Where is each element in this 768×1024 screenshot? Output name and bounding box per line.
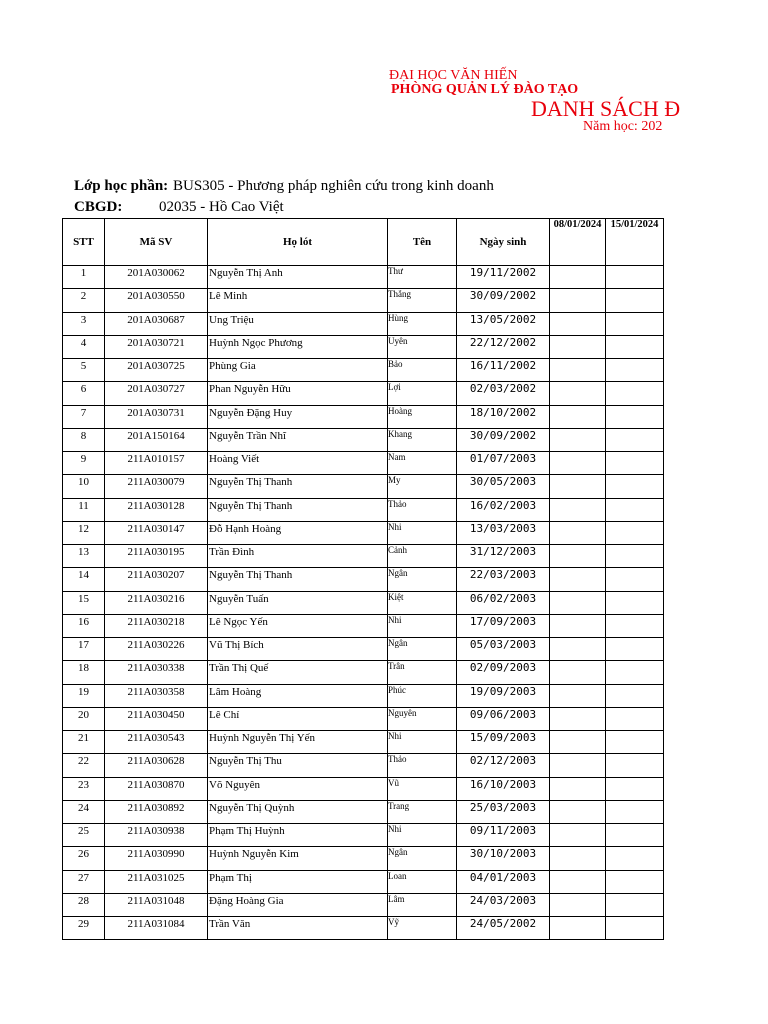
student-id: 211A030892	[105, 800, 208, 823]
university-name: ĐẠI HỌC VĂN HIẾN	[389, 68, 518, 83]
first-name: Loan	[388, 870, 457, 893]
student-id: 211A030226	[105, 638, 208, 661]
birth-date: 09/06/2003	[457, 707, 550, 730]
table-row	[63, 405, 664, 428]
birth-date: 13/03/2003	[457, 521, 550, 544]
attendance-cell-2[interactable]	[606, 312, 664, 335]
attendance-cell-1[interactable]	[550, 824, 606, 847]
attendance-cell-2[interactable]	[606, 707, 664, 730]
last-middle-name: Đặng Hoàng Gia	[208, 893, 388, 916]
attendance-cell-2[interactable]	[606, 638, 664, 661]
student-id: 201A030687	[105, 312, 208, 335]
last-middle-name: Huỳnh Ngọc Phương	[208, 335, 388, 358]
last-middle-name: Nguyễn Đặng Huy	[208, 405, 388, 428]
row-number: 21	[63, 731, 105, 754]
row-number: 1	[63, 266, 105, 289]
attendance-cell-1[interactable]	[550, 312, 606, 335]
first-name: Trang	[388, 800, 457, 823]
table-row	[63, 475, 664, 498]
first-name: Nhi	[388, 731, 457, 754]
attendance-cell-2[interactable]	[606, 266, 664, 289]
course-value: BUS305 - Phương pháp nghiên cứu trong kinh doanh	[173, 178, 494, 194]
first-name: Cảnh	[388, 545, 457, 568]
attendance-cell-2[interactable]	[606, 359, 664, 382]
row-number: 28	[63, 893, 105, 916]
last-middle-name: Đỗ Hạnh Hoàng	[208, 521, 388, 544]
last-middle-name: Nguyễn Tuấn	[208, 591, 388, 614]
last-middle-name: Lê Minh	[208, 289, 388, 312]
attendance-cell-1[interactable]	[550, 545, 606, 568]
attendance-cell-1[interactable]	[550, 917, 606, 940]
attendance-cell-2[interactable]	[606, 428, 664, 451]
first-name: Hoàng	[388, 405, 457, 428]
attendance-cell-1[interactable]	[550, 428, 606, 451]
row-number: 27	[63, 870, 105, 893]
last-middle-name: Nguyễn Thị Thanh	[208, 568, 388, 591]
header-last-middle-name: Họ lót	[208, 219, 388, 266]
birth-date: 30/10/2003	[457, 847, 550, 870]
birth-date: 18/10/2002	[457, 405, 550, 428]
table-row	[63, 754, 664, 777]
first-name: Trân	[388, 661, 457, 684]
first-name: Ngân	[388, 638, 457, 661]
student-id: 211A030938	[105, 824, 208, 847]
row-number: 11	[63, 498, 105, 521]
student-id: 201A030727	[105, 382, 208, 405]
first-name: Lâm	[388, 893, 457, 916]
attendance-cell-1[interactable]	[550, 870, 606, 893]
attendance-cell-2[interactable]	[606, 614, 664, 637]
row-number: 5	[63, 359, 105, 382]
attendance-cell-2[interactable]	[606, 405, 664, 428]
row-number: 13	[63, 545, 105, 568]
student-id: 211A030990	[105, 847, 208, 870]
birth-date: 31/12/2003	[457, 545, 550, 568]
first-name: Vũ	[388, 777, 457, 800]
table-row	[63, 800, 664, 823]
row-number: 26	[63, 847, 105, 870]
last-middle-name: Trần Văn	[208, 917, 388, 940]
student-id: 201A030721	[105, 335, 208, 358]
last-middle-name: Nguyễn Thị Anh	[208, 266, 388, 289]
last-middle-name: Võ Nguyên	[208, 777, 388, 800]
table-row	[63, 382, 664, 405]
row-number: 15	[63, 591, 105, 614]
last-middle-name: Lê Ngọc Yến	[208, 614, 388, 637]
birth-date: 05/03/2003	[457, 638, 550, 661]
document-title: DANH SÁCH Đ	[531, 96, 681, 121]
last-middle-name: Phùng Gia	[208, 359, 388, 382]
student-id: 211A030628	[105, 754, 208, 777]
first-name: Bảo	[388, 359, 457, 382]
row-number: 16	[63, 614, 105, 637]
last-middle-name: Huỳnh Nguyễn Kim	[208, 847, 388, 870]
first-name: Uyên	[388, 335, 457, 358]
row-number: 9	[63, 452, 105, 475]
student-id: 211A030450	[105, 707, 208, 730]
last-middle-name: Ung Triệu	[208, 312, 388, 335]
attendance-cell-1[interactable]	[550, 521, 606, 544]
last-middle-name: Hoàng Viết	[208, 452, 388, 475]
table-row	[63, 893, 664, 916]
student-roster-table	[62, 218, 664, 940]
student-id: 211A030079	[105, 475, 208, 498]
student-id: 211A031084	[105, 917, 208, 940]
student-id: 201A030550	[105, 289, 208, 312]
student-id: 211A030147	[105, 521, 208, 544]
table-row	[63, 359, 664, 382]
table-row	[63, 545, 664, 568]
attendance-cell-1[interactable]	[550, 266, 606, 289]
last-middle-name: Phạm Thị Huỳnh	[208, 824, 388, 847]
attendance-cell-2[interactable]	[606, 731, 664, 754]
header-session-date-1: 08/01/2024	[550, 219, 606, 266]
attendance-cell-1[interactable]	[550, 707, 606, 730]
attendance-cell-2[interactable]	[606, 824, 664, 847]
row-number: 8	[63, 428, 105, 451]
table-row	[63, 917, 664, 940]
birth-date: 15/09/2003	[457, 731, 550, 754]
birth-date: 09/11/2003	[457, 824, 550, 847]
row-number: 7	[63, 405, 105, 428]
table-row	[63, 591, 664, 614]
table-row	[63, 452, 664, 475]
attendance-cell-2[interactable]	[606, 754, 664, 777]
first-name: Kiệt	[388, 591, 457, 614]
birth-date: 13/05/2002	[457, 312, 550, 335]
row-number: 25	[63, 824, 105, 847]
birth-date: 02/12/2003	[457, 754, 550, 777]
attendance-cell-1[interactable]	[550, 382, 606, 405]
first-name: Nam	[388, 452, 457, 475]
table-row	[63, 289, 664, 312]
attendance-cell-1[interactable]	[550, 335, 606, 358]
attendance-cell-1[interactable]	[550, 893, 606, 916]
student-id: 211A030870	[105, 777, 208, 800]
student-id: 211A030207	[105, 568, 208, 591]
course-label: Lớp học phần:	[74, 178, 169, 194]
table-row	[63, 498, 664, 521]
row-number: 19	[63, 684, 105, 707]
birth-date: 30/09/2002	[457, 428, 550, 451]
attendance-cell-2[interactable]	[606, 684, 664, 707]
attendance-cell-1[interactable]	[550, 359, 606, 382]
row-number: 12	[63, 521, 105, 544]
attendance-cell-1[interactable]	[550, 777, 606, 800]
attendance-cell-2[interactable]	[606, 452, 664, 475]
row-number: 6	[63, 382, 105, 405]
attendance-cell-2[interactable]	[606, 661, 664, 684]
first-name: Nhi	[388, 521, 457, 544]
birth-date: 30/09/2002	[457, 289, 550, 312]
row-number: 24	[63, 800, 105, 823]
attendance-cell-2[interactable]	[606, 475, 664, 498]
student-id: 211A030543	[105, 731, 208, 754]
last-middle-name: Nguyễn Trần Nhĩ	[208, 428, 388, 451]
attendance-cell-1[interactable]	[550, 452, 606, 475]
attendance-cell-1[interactable]	[550, 289, 606, 312]
birth-date: 16/02/2003	[457, 498, 550, 521]
table-row	[63, 312, 664, 335]
table-header-row	[63, 219, 664, 266]
attendance-cell-1[interactable]	[550, 498, 606, 521]
header-stt: STT	[63, 219, 105, 266]
row-number: 2	[63, 289, 105, 312]
student-id: 211A031025	[105, 870, 208, 893]
last-middle-name: Nguyễn Thị Thanh	[208, 498, 388, 521]
row-number: 17	[63, 638, 105, 661]
attendance-cell-2[interactable]	[606, 917, 664, 940]
teacher-info	[74, 199, 284, 216]
birth-date: 02/09/2003	[457, 661, 550, 684]
student-id: 201A030731	[105, 405, 208, 428]
table-row	[63, 335, 664, 358]
student-id: 211A030358	[105, 684, 208, 707]
birth-date: 25/03/2003	[457, 800, 550, 823]
student-id: 211A030216	[105, 591, 208, 614]
birth-date: 19/09/2003	[457, 684, 550, 707]
first-name: Ngân	[388, 568, 457, 591]
attendance-cell-1[interactable]	[550, 568, 606, 591]
header-student-id: Mã SV	[105, 219, 208, 266]
birth-date: 02/03/2002	[457, 382, 550, 405]
last-middle-name: Phan Nguyễn Hữu	[208, 382, 388, 405]
table-row	[63, 684, 664, 707]
first-name: Ngân	[388, 847, 457, 870]
first-name: Thảo	[388, 498, 457, 521]
attendance-cell-2[interactable]	[606, 568, 664, 591]
school-year: Năm học: 202	[583, 119, 663, 134]
birth-date: 24/05/2002	[457, 917, 550, 940]
student-id: 201A150164	[105, 428, 208, 451]
birth-date: 24/03/2003	[457, 893, 550, 916]
birth-date: 17/09/2003	[457, 614, 550, 637]
first-name: Hùng	[388, 312, 457, 335]
student-id: 211A030218	[105, 614, 208, 637]
attendance-cell-2[interactable]	[606, 800, 664, 823]
row-number: 4	[63, 335, 105, 358]
row-number: 18	[63, 661, 105, 684]
attendance-cell-1[interactable]	[550, 475, 606, 498]
student-id: 211A031048	[105, 893, 208, 916]
birth-date: 22/12/2002	[457, 335, 550, 358]
table-row	[63, 521, 664, 544]
last-middle-name: Nguyễn Thị Quỳnh	[208, 800, 388, 823]
course-info	[74, 178, 494, 195]
row-number: 10	[63, 475, 105, 498]
table-row	[63, 266, 664, 289]
attendance-cell-2[interactable]	[606, 335, 664, 358]
teacher-label: CBGD:	[74, 199, 123, 215]
last-middle-name: Lâm Hoàng	[208, 684, 388, 707]
attendance-cell-1[interactable]	[550, 661, 606, 684]
row-number: 20	[63, 707, 105, 730]
department-name: PHÒNG QUẢN LÝ ĐÀO TẠO	[391, 82, 579, 97]
first-name: Lợi	[388, 382, 457, 405]
table-row	[63, 731, 664, 754]
teacher-value: 02035 - Hồ Cao Việt	[159, 199, 284, 215]
table-row	[63, 568, 664, 591]
last-middle-name: Trần Thị Quế	[208, 661, 388, 684]
birth-date: 01/07/2003	[457, 452, 550, 475]
table-row	[63, 428, 664, 451]
table-row	[63, 824, 664, 847]
last-middle-name: Trần Đình	[208, 545, 388, 568]
row-number: 22	[63, 754, 105, 777]
table-row	[63, 870, 664, 893]
attendance-cell-2[interactable]	[606, 289, 664, 312]
attendance-cell-2[interactable]	[606, 521, 664, 544]
birth-date: 19/11/2002	[457, 266, 550, 289]
attendance-cell-2[interactable]	[606, 847, 664, 870]
first-name: Nhi	[388, 824, 457, 847]
table-row	[63, 777, 664, 800]
row-number: 23	[63, 777, 105, 800]
attendance-cell-1[interactable]	[550, 754, 606, 777]
first-name: Thư	[388, 266, 457, 289]
first-name: My	[388, 475, 457, 498]
attendance-cell-1[interactable]	[550, 800, 606, 823]
row-number: 29	[63, 917, 105, 940]
birth-date: 30/05/2003	[457, 475, 550, 498]
table-row	[63, 847, 664, 870]
student-id: 211A010157	[105, 452, 208, 475]
birth-date: 16/11/2002	[457, 359, 550, 382]
attendance-cell-2[interactable]	[606, 591, 664, 614]
first-name: Nhi	[388, 614, 457, 637]
header-birth-date: Ngày sinh	[457, 219, 550, 266]
table-row	[63, 638, 664, 661]
last-middle-name: Vũ Thị Bích	[208, 638, 388, 661]
table-row	[63, 661, 664, 684]
student-id: 211A030338	[105, 661, 208, 684]
last-middle-name: Lê Chí	[208, 707, 388, 730]
attendance-cell-2[interactable]	[606, 382, 664, 405]
birth-date: 16/10/2003	[457, 777, 550, 800]
student-id: 201A030062	[105, 266, 208, 289]
attendance-cell-2[interactable]	[606, 893, 664, 916]
first-name: Thắng	[388, 289, 457, 312]
attendance-cell-2[interactable]	[606, 545, 664, 568]
attendance-cell-1[interactable]	[550, 614, 606, 637]
attendance-cell-1[interactable]	[550, 405, 606, 428]
student-id: 201A030725	[105, 359, 208, 382]
first-name: Vỹ	[388, 917, 457, 940]
attendance-cell-2[interactable]	[606, 498, 664, 521]
last-middle-name: Huỳnh Nguyễn Thị Yến	[208, 731, 388, 754]
attendance-cell-2[interactable]	[606, 870, 664, 893]
student-id: 211A030195	[105, 545, 208, 568]
birth-date: 04/01/2003	[457, 870, 550, 893]
attendance-cell-2[interactable]	[606, 777, 664, 800]
last-middle-name: Nguyễn Thị Thanh	[208, 475, 388, 498]
last-middle-name: Phạm Thị	[208, 870, 388, 893]
row-number: 3	[63, 312, 105, 335]
student-id: 211A030128	[105, 498, 208, 521]
row-number: 14	[63, 568, 105, 591]
first-name: Nguyên	[388, 707, 457, 730]
attendance-cell-1[interactable]	[550, 591, 606, 614]
table-row	[63, 614, 664, 637]
last-middle-name: Nguyễn Thị Thu	[208, 754, 388, 777]
attendance-cell-1[interactable]	[550, 684, 606, 707]
header-first-name: Tên	[388, 219, 457, 266]
first-name: Khang	[388, 428, 457, 451]
attendance-cell-1[interactable]	[550, 847, 606, 870]
header-session-date-2: 15/01/2024	[606, 219, 664, 266]
first-name: Phúc	[388, 684, 457, 707]
birth-date: 06/02/2003	[457, 591, 550, 614]
birth-date: 22/03/2003	[457, 568, 550, 591]
table-row	[63, 707, 664, 730]
attendance-cell-1[interactable]	[550, 731, 606, 754]
attendance-cell-1[interactable]	[550, 638, 606, 661]
first-name: Thảo	[388, 754, 457, 777]
